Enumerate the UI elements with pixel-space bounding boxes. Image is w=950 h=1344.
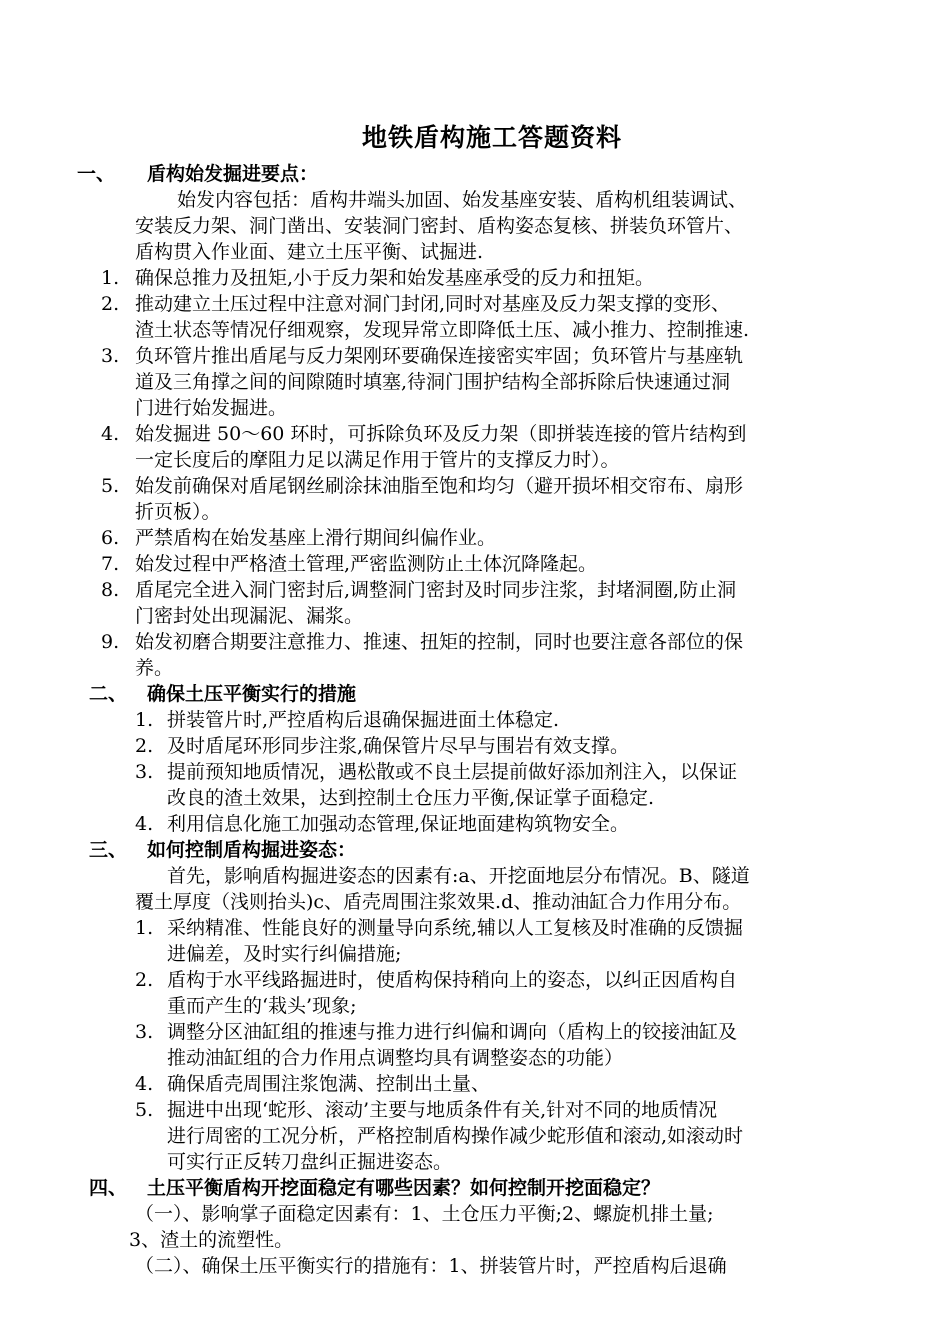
section-1-item-text: 始发掘进 50～60 环时，可拆除负环及反力架（即拼装连接的管片结构到 bbox=[135, 423, 747, 445]
section-1-item-text: 确保总推力及扭矩,小于反力架和始发基座承受的反力和扭矩。 bbox=[135, 267, 655, 289]
section-1-item-number: 6. bbox=[101, 527, 120, 549]
section-3-item-number: 3. bbox=[135, 1021, 154, 1043]
section-1-item-number: 1. bbox=[101, 267, 120, 289]
section-1-item-number: 3. bbox=[101, 345, 120, 367]
section-3-item-text: 进行周密的工况分析，严格控制盾构操作减少蛇形值和滚动,如滚动时 bbox=[167, 1125, 744, 1147]
section-1-item-text: 负环管片推出盾尾与反力架刚环要确保连接密实牢固；负环管片与基座轨 bbox=[135, 345, 744, 367]
document-title: 地铁盾构施工答题资料 bbox=[361, 123, 622, 152]
section-1-item-number: 5. bbox=[101, 475, 120, 497]
section-3-item-text: 采纳精准、性能良好的测量导向系统,辅以人工复核及时准确的反馈掘 bbox=[167, 917, 744, 939]
section-3-intro-line: 覆土厚度（浅则抬头)c、盾壳周围注浆效果.d、推动油缸合力作用分布。 bbox=[135, 891, 742, 913]
section-1-item-text: 折页板）。 bbox=[135, 501, 221, 523]
section-2-heading: 确保土压平衡实行的措施 bbox=[147, 683, 357, 705]
section-1-item-text: 门进行始发掘进。 bbox=[135, 397, 288, 419]
section-1-heading: 盾构始发掘进要点： bbox=[147, 163, 319, 185]
section-3-item-number: 4. bbox=[135, 1073, 154, 1095]
section-4-paragraph-line: 3、渣土的流塑性。 bbox=[129, 1229, 294, 1251]
section-1-item-number: 7. bbox=[101, 553, 120, 575]
section-2-item-text: 及时盾尾环形同步注浆,确保管片尽早与围岩有效支撑。 bbox=[167, 735, 630, 757]
section-1-item-text: 始发初磨合期要注意推力、推速、扭矩的控制，同时也要注意各部位的保 bbox=[135, 631, 744, 653]
section-1-item-text: 盾尾完全进入洞门密封后,调整洞门密封及时同步注浆，封堵洞圈,防止洞 bbox=[135, 579, 737, 601]
section-2-item-text: 拼装管片时,严控盾构后退确保掘进面土体稳定. bbox=[167, 709, 560, 731]
section-3-item-text: 确保盾壳周围注浆饱满、控制出土量、 bbox=[167, 1073, 491, 1095]
section-4-paragraph-line: （一）、影响掌子面稳定因素有：1、土仓压力平衡;2、螺旋机排土量; bbox=[135, 1203, 714, 1225]
section-3-item-text: 盾构于水平线路掘进时，使盾构保持稍向上的姿态，以纠正因盾构自 bbox=[167, 969, 738, 991]
section-1-item-text: 推动建立土压过程中注意对洞门封闭,同时对基座及反力架支撑的变形、 bbox=[135, 293, 731, 315]
section-2-number: 二、 bbox=[89, 683, 128, 705]
section-1-number: 一、 bbox=[77, 163, 116, 185]
section-2-item-text: 利用信息化施工加强动态管理,保证地面建构筑物安全。 bbox=[167, 813, 630, 835]
section-3-item-number: 1. bbox=[135, 917, 154, 939]
section-4-paragraph-line: （二）、确保土压平衡实行的措施有：1、拼装管片时，严控盾构后退确 bbox=[135, 1255, 727, 1277]
section-1-item-text: 始发前确保对盾尾钢丝刷涂抹油脂至饱和均匀（避开损坏相交帘布、扇形 bbox=[135, 475, 744, 497]
section-3-item-text: 可实行正反转刀盘纠正掘进姿态。 bbox=[167, 1151, 453, 1173]
section-2-item-number: 1. bbox=[135, 709, 154, 731]
section-1-item-text: 养。 bbox=[135, 657, 174, 679]
section-1-item-text: 一定长度后的摩阻力足以满足作用于管片的支撑反力时）。 bbox=[135, 449, 620, 471]
section-3-item-text: 掘进中出现‘蛇形、滚动’主要与地质条件有关,针对不同的地质情况 bbox=[167, 1099, 718, 1121]
section-2-item-text: 改良的渣土效果，达到控制土仓压力平衡,保证掌子面稳定. bbox=[167, 787, 655, 809]
section-2-item-number: 4. bbox=[135, 813, 154, 835]
section-4-number: 四、 bbox=[89, 1177, 128, 1199]
section-3-item-text: 推动油缸组的合力作用点调整均具有调整姿态的功能） bbox=[167, 1047, 624, 1069]
section-3-item-text: 进偏差，及时实行纠偏措施; bbox=[167, 943, 402, 965]
section-1-item-text: 始发过程中严格渣土管理,严密监测防止土体沉降隆起。 bbox=[135, 553, 598, 575]
section-1-intro-line: 安装反力架、洞门凿出、安装洞门密封、盾构姿态复核、拼装负环管片、 bbox=[135, 215, 744, 237]
section-1-intro-line: 盾构贯入作业面、建立土压平衡、试掘进. bbox=[135, 241, 484, 263]
section-1-item-text: 渣土状态等情况仔细观察，发现异常立即降低土压、减小推力、控制推速. bbox=[135, 319, 750, 341]
section-1-item-number: 8. bbox=[101, 579, 120, 601]
section-3-item-number: 5. bbox=[135, 1099, 154, 1121]
section-1-item-number: 4. bbox=[101, 423, 120, 445]
section-1-item-number: 9. bbox=[101, 631, 120, 653]
section-3-item-text: 重而产生的‘栽头’现象; bbox=[167, 995, 357, 1017]
section-1-item-text: 门密封处出现漏泥、漏浆。 bbox=[135, 605, 364, 627]
section-3-intro-line: 首先，影响盾构掘进姿态的因素有:a、开挖面地层分布情况。B、隧道 bbox=[167, 865, 750, 887]
section-1-item-number: 2. bbox=[101, 293, 120, 315]
section-3-item-text: 调整分区油缸组的推速与推力进行纠偏和调向（盾构上的铰接油缸及 bbox=[167, 1021, 738, 1043]
section-3-heading: 如何控制盾构掘进姿态： bbox=[147, 839, 357, 861]
section-2-item-text: 提前预知地质情况，遇松散或不良土层提前做好添加剂注入，以保证 bbox=[167, 761, 738, 783]
section-3-item-number: 2. bbox=[135, 969, 154, 991]
section-1-intro-line: 始发内容包括：盾构井端头加固、始发基座安装、盾构机组装调试、 bbox=[177, 189, 748, 211]
section-4-heading: 土压平衡盾构开挖面稳定有哪些因素？如何控制开挖面稳定？ bbox=[147, 1177, 661, 1199]
section-1-item-text: 严禁盾构在始发基座上滑行期间纠偏作业。 bbox=[135, 527, 497, 549]
section-3-number: 三、 bbox=[89, 839, 128, 861]
section-2-item-number: 3. bbox=[135, 761, 154, 783]
section-1-item-text: 道及三角撑之间的间隙随时填塞,待洞门围护结构全部拆除后快速通过洞 bbox=[135, 371, 731, 393]
section-2-item-number: 2. bbox=[135, 735, 154, 757]
